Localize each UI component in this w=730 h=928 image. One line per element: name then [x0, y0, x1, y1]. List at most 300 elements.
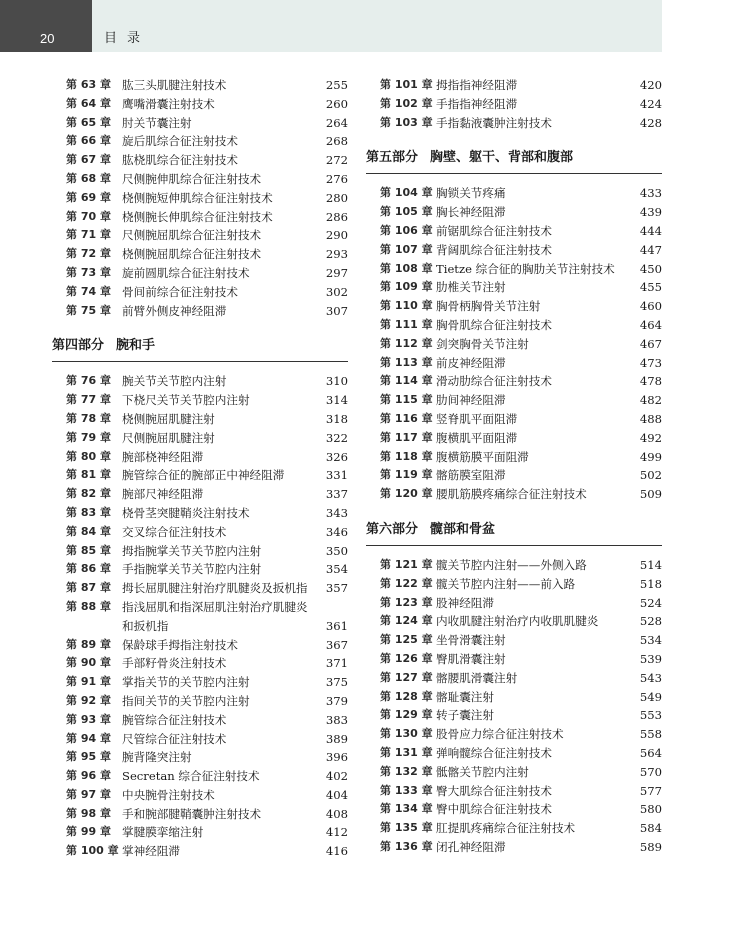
chapter-title: 中央腕骨注射技术: [122, 787, 215, 802]
toc-entry[interactable]: [366, 744, 662, 763]
page-ref: 514: [639, 557, 662, 572]
part-label: 第五部分: [366, 150, 419, 166]
chapter-title: 肘关节囊注射: [122, 115, 192, 130]
chapter-title: 腕管综合征注射技术: [122, 712, 227, 727]
toc-entry[interactable]: [52, 711, 348, 730]
page-ref: 350: [325, 543, 348, 558]
chapter-title: Secretan 综合征注射技术: [122, 769, 260, 784]
page-ref: 564: [639, 745, 662, 760]
chapter-title: 臀大肌综合征注射技术: [436, 783, 552, 798]
toc-entry[interactable]: [366, 114, 662, 133]
page-ref: 518: [639, 576, 662, 591]
page-ref: 509: [639, 487, 662, 502]
chapter-number: 第 105 章: [380, 205, 433, 219]
chapter-number: 第 65 章: [66, 115, 111, 129]
chapter-title: 前臂外侧皮神经阻滞: [122, 303, 227, 318]
chapter-title: 肋间神经阻滞: [436, 393, 506, 408]
chapter-title: 桡侧腕屈肌腱注射: [122, 411, 215, 426]
chapter-number: 第 127 章: [380, 670, 433, 684]
part-label: 第四部分: [52, 338, 105, 354]
toc-list: [366, 556, 662, 857]
toc-entry[interactable]: [52, 842, 348, 861]
page-ref: 357: [325, 581, 348, 596]
toc-entry[interactable]: [52, 504, 348, 523]
page-ref: 383: [325, 712, 348, 727]
part-heading: [52, 335, 348, 362]
page-ref: 464: [639, 317, 662, 332]
page-number: 20: [40, 31, 55, 46]
toc-entry[interactable]: [52, 245, 348, 264]
toc-entry[interactable]: [52, 283, 348, 302]
toc-entry[interactable]: [52, 748, 348, 767]
chapter-number: 第 68 章: [66, 171, 111, 185]
chapter-number: 第 71 章: [66, 228, 111, 242]
toc-entry[interactable]: [52, 560, 348, 579]
toc-entry[interactable]: [52, 692, 348, 711]
page-ref: 433: [639, 186, 662, 201]
chapter-number: 第 89 章: [66, 637, 111, 651]
page-ref: 255: [325, 78, 348, 92]
chapter-number: 第 73 章: [66, 265, 111, 279]
page-ref: 310: [325, 374, 348, 389]
toc-entry[interactable]: [366, 631, 662, 650]
toc-entry[interactable]: [366, 241, 662, 260]
page-ref: 584: [639, 821, 662, 836]
toc-entry[interactable]: [52, 542, 348, 561]
chapter-title: 腹横筋膜平面阻滞: [436, 449, 529, 464]
page-ref: 408: [325, 806, 348, 821]
chapter-number: 第 87 章: [66, 581, 111, 595]
chapter-title: 髋关节腔内注射——前入路: [436, 576, 576, 591]
chapter-title: 滑动肋综合征注射技术: [436, 374, 552, 389]
page-ref: 379: [325, 693, 348, 708]
toc-entry[interactable]: [366, 95, 662, 114]
toc-list: [366, 76, 662, 132]
chapter-title: 髋关节腔内注射——外侧入路: [436, 557, 587, 572]
toc-entry[interactable]: [52, 151, 348, 170]
chapter-number: 第 116 章: [380, 411, 433, 425]
toc-entry[interactable]: [52, 302, 348, 321]
chapter-title: 腕关节关节腔内注射: [122, 374, 227, 389]
chapter-title: 肋椎关节注射: [436, 280, 506, 295]
toc-entry[interactable]: [52, 264, 348, 283]
page-ref: 473: [639, 355, 662, 370]
toc-entry[interactable]: [366, 594, 662, 613]
chapter-title: 指间关节的关节腔内注射: [122, 693, 250, 708]
toc-entry[interactable]: [52, 579, 348, 598]
toc-entry[interactable]: [366, 222, 662, 241]
chapter-number: 第 132 章: [380, 764, 433, 778]
chapter-title: 肛提肌疼痛综合征注射技术: [436, 821, 576, 836]
chapter-number: 第 117 章: [380, 430, 433, 444]
chapter-title: 旋前圆肌综合征注射技术: [122, 265, 250, 280]
chapter-number: 第 101 章: [380, 78, 433, 91]
toc-entry[interactable]: [52, 132, 348, 151]
chapter-title: 尺侧腕伸肌综合征注射技术: [122, 171, 262, 186]
chapter-title: 桡骨茎突腱鞘炎注射技术: [122, 505, 250, 520]
page-ref: 346: [325, 524, 348, 539]
chapter-title: 鹰嘴滑囊注射技术: [122, 96, 215, 111]
toc-list: [52, 372, 348, 861]
toc-entry[interactable]: [366, 410, 662, 429]
chapter-title: 肱三头肌腱注射技术: [122, 78, 227, 92]
page-ref: 439: [639, 205, 662, 220]
chapter-title: 手指黏液囊肿注射技术: [436, 115, 552, 130]
chapter-number: 第 83 章: [66, 505, 111, 519]
chapter-title: 下桡尺关节关节腔内注射: [122, 393, 250, 408]
toc-entry[interactable]: [52, 391, 348, 410]
chapter-number: 第 77 章: [66, 393, 111, 407]
toc-entry[interactable]: [52, 95, 348, 114]
chapter-number: 第 135 章: [380, 821, 433, 835]
page-ref: 416: [325, 844, 348, 859]
chapter-title: 尺侧腕屈肌综合征注射技术: [122, 228, 262, 243]
page-ref: 331: [325, 468, 348, 483]
chapter-number: 第 84 章: [66, 524, 111, 538]
chapter-number: 第 96 章: [66, 769, 111, 783]
page-ref: 367: [325, 637, 348, 652]
page-ref: 424: [639, 96, 662, 111]
page-ref: 534: [639, 633, 662, 648]
chapter-title: 背阔肌综合征注射技术: [436, 242, 552, 257]
toc-entry[interactable]: [366, 203, 662, 222]
chapter-title: 闭孔神经阻滞: [436, 839, 506, 854]
chapter-title: 股神经阻滞: [436, 595, 494, 610]
running-header: [92, 0, 662, 52]
page-ref: 375: [325, 675, 348, 690]
chapter-title: 交叉综合征注射技术: [122, 524, 227, 539]
page-ref: 428: [639, 115, 662, 130]
chapter-title: 腕部桡神经阻滞: [122, 449, 204, 464]
toc-entry[interactable]: [366, 316, 662, 335]
chapter-number: 第 76 章: [66, 374, 111, 388]
chapter-number: 第 111 章: [380, 317, 433, 331]
toc-entry[interactable]: [366, 184, 662, 203]
chapter-number: 第 115 章: [380, 393, 433, 407]
chapter-title: 髂耻囊注射: [436, 689, 494, 704]
chapter-title: 臀肌滑囊注射: [436, 651, 506, 666]
chapter-number: 第 113 章: [380, 355, 433, 369]
toc-entry[interactable]: [52, 170, 348, 189]
chapter-title: 桡侧腕短伸肌综合征注射技术: [122, 190, 273, 205]
chapter-number: 第 136 章: [380, 839, 433, 853]
page-ref: 499: [639, 449, 662, 464]
section-title: 目录: [104, 31, 151, 46]
page-ref: 343: [325, 505, 348, 520]
chapter-title: 拇长屈肌腱注射治疗肌腱炎及扳机指: [122, 581, 308, 596]
page-ref: 580: [639, 802, 662, 817]
page-number-box: [0, 0, 92, 52]
toc-entry[interactable]: [366, 650, 662, 669]
toc-entry[interactable]: [366, 485, 662, 504]
toc-entry[interactable]: [366, 429, 662, 448]
chapter-title: 手和腕部腱鞘囊肿注射技术: [122, 806, 262, 821]
chapter-number: 第 110 章: [380, 299, 433, 313]
chapter-title: 掌神经阻滞: [122, 844, 180, 859]
chapter-number: 第 134 章: [380, 802, 433, 816]
chapter-number: 第 82 章: [66, 487, 111, 501]
page-ref: 371: [325, 656, 348, 671]
page-ref: 260: [325, 96, 348, 111]
chapter-title: 臀中肌综合征注射技术: [436, 802, 552, 817]
chapter-number: 第 70 章: [66, 209, 111, 223]
page-ref: 297: [325, 265, 348, 280]
page-ref: 420: [639, 78, 662, 92]
chapter-number: 第 72 章: [66, 247, 111, 261]
chapter-number: 第 63 章: [66, 78, 111, 91]
page-ref: 268: [325, 134, 348, 149]
chapter-title: 尺管综合征注射技术: [122, 731, 227, 746]
chapter-number: 第 109 章: [380, 280, 433, 294]
toc-entry[interactable]: [52, 786, 348, 805]
toc-entry[interactable]: [52, 485, 348, 504]
chapter-number: 第 74 章: [66, 284, 111, 298]
page-ref: 389: [325, 731, 348, 746]
toc-entry[interactable]: [52, 598, 348, 636]
chapter-title: 胸骨肌综合征注射技术: [436, 317, 552, 332]
toc-entry[interactable]: [366, 669, 662, 688]
chapter-number: 第 99 章: [66, 825, 111, 839]
part-name: 胸壁、躯干、背部和腹部: [430, 150, 574, 166]
chapter-number: 第 67 章: [66, 153, 111, 167]
toc-entry[interactable]: [52, 448, 348, 467]
chapter-number: 第 104 章: [380, 186, 433, 200]
page-ref: 264: [325, 115, 348, 130]
chapter-title: 手部籽骨炎注射技术: [122, 656, 227, 671]
chapter-number: 第 97 章: [66, 787, 111, 801]
chapter-title: 前皮神经阻滞: [436, 355, 506, 370]
page-ref: 467: [639, 336, 662, 351]
page-ref: 460: [639, 299, 662, 314]
toc-entry[interactable]: [366, 612, 662, 631]
page-ref: 302: [325, 284, 348, 299]
toc-entry[interactable]: [366, 278, 662, 297]
chapter-number: 第 120 章: [380, 487, 433, 501]
chapter-number: 第 133 章: [380, 783, 433, 797]
chapter-title: 竖脊肌平面阻滞: [436, 411, 518, 426]
toc-entry[interactable]: [52, 208, 348, 227]
chapter-number: 第 102 章: [380, 96, 433, 110]
chapter-title: 桡侧腕屈肌综合征注射技术: [122, 247, 262, 262]
page-ref: 361: [325, 618, 348, 633]
page-ref: 539: [639, 651, 662, 666]
toc-left-column: [52, 76, 348, 861]
chapter-title: 手指指神经阻滞: [436, 96, 518, 111]
page-ref: 549: [639, 689, 662, 704]
toc-entry[interactable]: [52, 372, 348, 391]
toc-entry[interactable]: [366, 838, 662, 857]
chapter-title: 掌指关节的关节腔内注射: [122, 675, 250, 690]
chapter-number: 第 114 章: [380, 374, 433, 388]
chapter-title: 手指腕掌关节关节腔内注射: [122, 562, 262, 577]
toc-entry[interactable]: [52, 226, 348, 245]
chapter-number: 第 123 章: [380, 595, 433, 609]
page-ref: 455: [639, 280, 662, 295]
toc-entry[interactable]: [52, 636, 348, 655]
toc-entry[interactable]: [366, 448, 662, 467]
toc-entry[interactable]: [52, 673, 348, 692]
toc-entry[interactable]: [366, 763, 662, 782]
chapter-number: 第 128 章: [380, 689, 433, 703]
toc-entry[interactable]: [366, 688, 662, 707]
toc-entry[interactable]: [366, 706, 662, 725]
chapter-title: 桡侧腕长伸肌综合征注射技术: [122, 209, 273, 224]
page-ref: 577: [639, 783, 662, 798]
page-ref: 524: [639, 595, 662, 610]
page-ref: 492: [639, 430, 662, 445]
page-ref: 482: [639, 393, 662, 408]
chapter-title: 内收肌腱注射治疗内收肌肌腱炎: [436, 614, 599, 629]
page-ref: 354: [325, 562, 348, 577]
part-heading: [366, 519, 662, 546]
page-ref: 318: [325, 411, 348, 426]
toc-entry[interactable]: [52, 767, 348, 786]
page-ref: 337: [325, 487, 348, 502]
chapter-number: 第 69 章: [66, 190, 111, 204]
page-ref: 528: [639, 614, 662, 629]
chapter-title: 肱桡肌综合征注射技术: [122, 153, 238, 168]
toc-entry[interactable]: [52, 823, 348, 842]
chapter-number: 第 129 章: [380, 708, 433, 722]
page-ref: 450: [639, 261, 662, 276]
page-ref: 558: [639, 727, 662, 742]
chapter-number: 第 119 章: [380, 468, 433, 482]
chapter-number: 第 93 章: [66, 712, 111, 726]
chapter-number: 第 124 章: [380, 614, 433, 628]
page-ref: 286: [325, 209, 348, 224]
toc-entry[interactable]: [366, 260, 662, 279]
chapter-number: 第 126 章: [380, 651, 433, 665]
part-name: 腕和手: [116, 338, 156, 354]
chapter-title: 旋后肌综合征注射技术: [122, 134, 238, 149]
page-ref: 488: [639, 411, 662, 426]
page-ref: 412: [325, 825, 348, 840]
page-ref: 322: [325, 430, 348, 445]
chapter-number: 第 66 章: [66, 134, 111, 148]
chapter-number: 第 131 章: [380, 745, 433, 759]
chapter-number: 第 122 章: [380, 576, 433, 590]
chapter-title: 坐骨滑囊注射: [436, 633, 506, 648]
chapter-number: 第 81 章: [66, 468, 111, 482]
page-ref: 402: [325, 769, 348, 784]
toc-entry[interactable]: [52, 654, 348, 673]
chapter-title: 腕管综合征的腕部正中神经阻滞: [122, 468, 285, 483]
toc-entry[interactable]: [52, 466, 348, 485]
chapter-number: 第 95 章: [66, 750, 111, 764]
toc-entry[interactable]: [52, 805, 348, 824]
chapter-number: 第 86 章: [66, 562, 111, 576]
toc-entry[interactable]: [366, 391, 662, 410]
page-ref: 326: [325, 449, 348, 464]
toc-entry[interactable]: [366, 335, 662, 354]
chapter-number: 第 112 章: [380, 336, 433, 350]
toc-list: [366, 184, 662, 504]
chapter-number: 第 100 章: [66, 844, 119, 858]
toc-entry[interactable]: [366, 556, 662, 575]
chapter-number: 第 118 章: [380, 449, 433, 463]
chapter-title: 转子囊注射: [436, 708, 494, 723]
chapter-title: 髂腰肌滑囊注射: [436, 670, 518, 685]
chapter-title: 剑突胸骨关节注射: [436, 336, 529, 351]
toc-list: [52, 76, 348, 320]
toc-entry[interactable]: [366, 297, 662, 316]
toc-entry[interactable]: [52, 523, 348, 542]
chapter-title: 胸锁关节疼痛: [436, 186, 506, 201]
page-ref: 478: [639, 374, 662, 389]
chapter-title: 拇指腕掌关节关节腔内注射: [122, 543, 262, 558]
toc-entry[interactable]: [366, 819, 662, 838]
chapter-number: 第 90 章: [66, 656, 111, 670]
toc-entry[interactable]: [52, 114, 348, 133]
chapter-title: 拇指指神经阻滞: [436, 78, 518, 92]
toc-entry[interactable]: [366, 800, 662, 819]
chapter-title: 骨间前综合征注射技术: [122, 284, 238, 299]
page-ref: 314: [325, 393, 348, 408]
chapter-number: 第 103 章: [380, 115, 433, 129]
chapter-title: 髂筋膜室阻滞: [436, 468, 506, 483]
toc-entry[interactable]: [366, 372, 662, 391]
chapter-number: 第 106 章: [380, 223, 433, 237]
page-ref: 293: [325, 247, 348, 262]
page-ref: 290: [325, 228, 348, 243]
page-ref: 272: [325, 153, 348, 168]
toc-entry[interactable]: [366, 354, 662, 373]
chapter-number: 第 79 章: [66, 430, 111, 444]
chapter-title: 腰肌筋膜疼痛综合征注射技术: [436, 487, 587, 502]
toc-entry[interactable]: [366, 76, 662, 95]
page-ref: 307: [325, 303, 348, 318]
toc-entry[interactable]: [52, 76, 348, 95]
page-ref: 447: [639, 242, 662, 257]
chapter-title: 保龄球手拇指注射技术: [122, 637, 238, 652]
chapter-number: 第 92 章: [66, 693, 111, 707]
part-name: 髋部和骨盆: [430, 521, 496, 537]
chapter-title: 腕背隆突注射: [122, 750, 192, 765]
chapter-title: 腹横肌平面阻滞: [436, 430, 518, 445]
chapter-title: 胸骨柄胸骨关节注射: [436, 299, 541, 314]
page-ref: 396: [325, 750, 348, 765]
page-ref: 280: [325, 190, 348, 205]
toc-entry[interactable]: [366, 725, 662, 744]
toc-entry[interactable]: [52, 429, 348, 448]
toc-entry[interactable]: [366, 466, 662, 485]
chapter-title: 指浅屈肌和指深屈肌注射治疗肌腱炎和扳机指: [122, 599, 308, 633]
chapter-title: Tietze 综合征的胸肋关节注射技术: [436, 261, 615, 276]
chapter-number: 第 80 章: [66, 449, 111, 463]
chapter-number: 第 125 章: [380, 633, 433, 647]
chapter-number: 第 75 章: [66, 303, 111, 317]
chapter-number: 第 78 章: [66, 411, 111, 425]
toc-entry[interactable]: [52, 730, 348, 749]
chapter-number: 第 107 章: [380, 242, 433, 256]
page-ref: 404: [325, 787, 348, 802]
toc-entry[interactable]: [366, 782, 662, 801]
chapter-title: 前锯肌综合征注射技术: [436, 223, 552, 238]
toc-entry[interactable]: [366, 575, 662, 594]
chapter-number: 第 98 章: [66, 806, 111, 820]
chapter-title: 腕部尺神经阻滞: [122, 487, 204, 502]
toc-entry[interactable]: [52, 189, 348, 208]
page-ref: 502: [639, 468, 662, 483]
page-ref: 543: [639, 670, 662, 685]
chapter-number: 第 94 章: [66, 731, 111, 745]
page-ref: 553: [639, 708, 662, 723]
page-ref: 570: [639, 764, 662, 779]
chapter-number: 第 130 章: [380, 727, 433, 741]
toc-entry[interactable]: [52, 410, 348, 429]
part-label: 第六部分: [366, 521, 419, 537]
chapter-title: 掌腱膜挛缩注射: [122, 825, 204, 840]
